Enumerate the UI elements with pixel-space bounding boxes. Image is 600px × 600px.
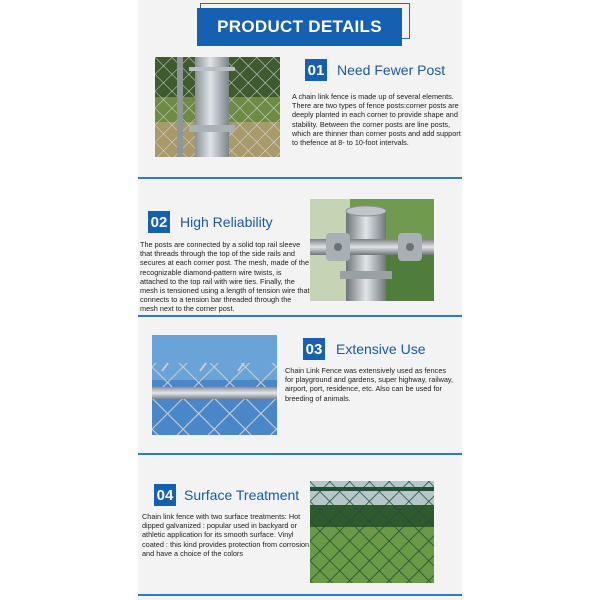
section-number-03: 03 [303, 338, 325, 360]
section-description-03: Chain Link Fence was extensively used as fences for playground and gardens, super highway, railway, airport, port, residence, etc. Also can be used for breeding of animals. [285, 366, 454, 403]
section-number-04: 04 [154, 484, 176, 506]
section-description-02: The posts are connected by a solid top rail sleeve that threads through the top of the side rails and secures at each corner post. The mesh, made of the recognizable diamond-pattern wire twists, is attached to the top rail with wire ties. Finally, the mesh is tensioned using a length of tension wire that connects to a tension bar threaded through the mesh next to the corner post. [140, 240, 310, 314]
section-title-03: Extensive Use [336, 341, 426, 357]
vinyl-coated-fence-photo [310, 481, 434, 583]
section-number-02: 02 [148, 211, 170, 233]
section-number-01: 01 [305, 59, 327, 81]
section-title-01: Need Fewer Post [337, 62, 446, 78]
section-title-04: Surface Treatment [184, 487, 300, 503]
section-title-02: High Reliability [180, 214, 273, 230]
section-description-04: Chain link fence with two surface treatments: Hot dipped galvanized : popular used in backyard or athletic application for its smooth surface. Vinyl coated : this kind provides protection from corrosion and have a choice of the colors [142, 512, 310, 558]
section-divider-1 [138, 177, 462, 179]
section-description-01: A chain link fence is made up of several elements. There are two types of fence posts:corner posts are deeply planted in each corner to provide shape and stability. Between the corner posts are line posts, which are thinner than corner posts and add support to thefence at 8- to 10-foot intervals. [292, 92, 461, 148]
top-rail-sleeve-photo [310, 199, 434, 301]
chain-link-mesh-photo [152, 335, 277, 435]
section-divider-3 [138, 453, 462, 455]
page-title: PRODUCT DETAILS [197, 8, 402, 46]
section-divider-4 [138, 594, 462, 596]
fence-post-photo [155, 57, 280, 157]
section-divider-2 [138, 315, 462, 317]
